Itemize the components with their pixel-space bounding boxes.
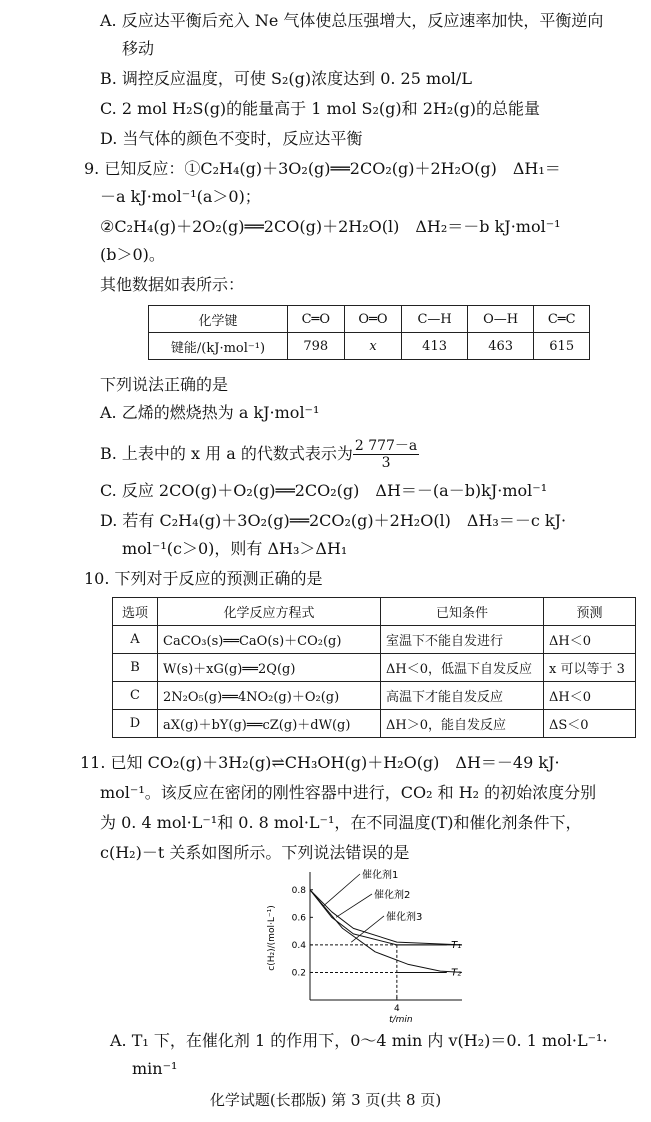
x-axis-title: t/min bbox=[389, 1015, 413, 1025]
q9-line5: 其他数据如表所示： bbox=[100, 275, 245, 294]
q11-line2: mol⁻¹。该反应在密闭的刚性容器中进行，CO₂ 和 H₂ 的初始浓度分别 bbox=[100, 783, 597, 802]
table-row bbox=[113, 710, 636, 738]
curve-3 bbox=[310, 890, 462, 973]
table-cell: ΔH＜0 bbox=[544, 682, 636, 710]
table-cell: 键能/(kJ·mol⁻¹) bbox=[149, 333, 288, 360]
q10-stem: 10. 下列对于反应的预测正确的是 bbox=[84, 569, 323, 588]
table-cell: 798 bbox=[288, 333, 345, 360]
table-cell: 615 bbox=[534, 333, 590, 360]
fraction-numerator: 2 777－a bbox=[354, 438, 418, 454]
table-cell: O—H bbox=[467, 306, 534, 333]
table-cell: C—H bbox=[402, 306, 468, 333]
y-tick-label: 0.8 bbox=[291, 885, 306, 896]
chart-curves bbox=[310, 890, 462, 973]
q9-option-b-text: B. 上表中的 x 用 a 的代数式表示为 bbox=[100, 444, 353, 463]
table-cell: W(s)＋xG(g)══2Q(g) bbox=[158, 654, 381, 682]
table-cell: O═O bbox=[344, 306, 402, 333]
table-cell: ΔH＜0 bbox=[544, 626, 636, 654]
reaction-table bbox=[112, 597, 636, 738]
y-tick-label: 0.2 bbox=[291, 968, 306, 979]
q9-option-d-line1: D. 若有 C₂H₄(g)＋3O₂(g)══2CO₂(g)＋2H₂O(l) ΔH₃＝－c kJ· bbox=[100, 511, 567, 530]
q11-option-a-line2: min⁻¹ bbox=[132, 1059, 178, 1078]
table-cell: 2N₂O₅(g)══4NO₂(g)＋O₂(g) bbox=[158, 682, 381, 710]
series-leader-line bbox=[323, 874, 360, 906]
table-cell: 高温下才能自发反应 bbox=[381, 682, 544, 710]
table-cell: ΔH＜0，低温下自发反应 bbox=[381, 654, 544, 682]
y-axis-title: c(H₂)/(mol·L⁻¹) bbox=[267, 905, 277, 971]
table-row bbox=[113, 654, 636, 682]
q9-option-b bbox=[100, 436, 419, 472]
table-row bbox=[149, 333, 590, 360]
concentration-time-chart bbox=[262, 868, 472, 1025]
q9-option-c: C. 反应 2CO(g)＋O₂(g)══2CO₂(g) ΔH＝－(a－b)kJ·mol⁻¹ bbox=[100, 481, 548, 500]
table-cell: A bbox=[113, 626, 158, 654]
q11-line4: c(H₂)－t 关系如图所示。下列说法错误的是 bbox=[100, 843, 410, 862]
bond-energy-table bbox=[148, 305, 590, 360]
table-cell: 已知条件 bbox=[381, 598, 544, 626]
table-row bbox=[113, 682, 636, 710]
table-cell: B bbox=[113, 654, 158, 682]
table-cell: C bbox=[113, 682, 158, 710]
q9-line2: －a kJ·mol⁻¹(a＞0)； bbox=[100, 187, 261, 206]
y-tick-label: 0.6 bbox=[291, 913, 306, 924]
table-cell: 室温下不能自发进行 bbox=[381, 626, 544, 654]
table-cell: C═O bbox=[288, 306, 345, 333]
table-cell: x bbox=[344, 333, 402, 360]
chart-labels bbox=[267, 868, 461, 1025]
table-cell: 选项 bbox=[113, 598, 158, 626]
table-cell: 化学键 bbox=[149, 306, 288, 333]
q9-option-a: A. 乙烯的燃烧热为 a kJ·mol⁻¹ bbox=[100, 403, 320, 422]
q11-line1: 11. 已知 CO₂(g)＋3H₂(g)⇌CH₃OH(g)＋H₂O(g) ΔH＝－49 kJ· bbox=[80, 753, 560, 772]
table-row bbox=[113, 626, 636, 654]
q8-option-b: B. 调控反应温度，可使 S₂(g)浓度达到 0. 25 mol/L bbox=[100, 69, 472, 88]
table-cell: 化学反应方程式 bbox=[158, 598, 381, 626]
q8-option-a-line1: A. 反应达平衡后充入 Ne 气体使总压强增大，反应速率加快，平衡逆向 bbox=[100, 11, 604, 30]
table-cell: 预测 bbox=[544, 598, 636, 626]
table-cell: 413 bbox=[402, 333, 468, 360]
table-cell: x 可以等于 3 bbox=[544, 654, 636, 682]
q8-option-c: C. 2 mol H₂S(g)的能量高于 1 mol S₂(g)和 2H₂(g)的总能量 bbox=[100, 99, 540, 118]
table-cell: C═C bbox=[534, 306, 590, 333]
table-cell: ΔH＞0，能自发反应 bbox=[381, 710, 544, 738]
fraction bbox=[353, 438, 419, 471]
table-cell: aX(g)＋bY(g)══cZ(g)＋dW(g) bbox=[158, 710, 381, 738]
table-header-row bbox=[149, 306, 590, 333]
q9-line3: ②C₂H₄(g)＋2O₂(g)══2CO(g)＋2H₂O(l) ΔH₂＝－b kJ·mol⁻¹ bbox=[100, 217, 561, 236]
table-cell: 463 bbox=[467, 333, 534, 360]
y-tick-label: 0.4 bbox=[291, 940, 306, 951]
series-leader-line bbox=[336, 894, 372, 917]
q8-option-d: D. 当气体的颜色不变时，反应达平衡 bbox=[100, 129, 363, 148]
level-label: T₂ bbox=[451, 967, 462, 979]
q9-option-d-line2: mol⁻¹(c＞0)，则有 ΔH₃＞ΔH₁ bbox=[122, 539, 348, 558]
q11-option-a-line1: A. T₁ 下，在催化剂 1 的作用下，0～4 min 内 v(H₂)＝0. 1 mol·L⁻¹· bbox=[110, 1031, 608, 1050]
q11-line3: 为 0. 4 mol·L⁻¹和 0. 8 mol·L⁻¹，在不同温度(T)和催化剂条件下， bbox=[100, 813, 582, 832]
table-header-row bbox=[113, 598, 636, 626]
series-label: 催化剂3 bbox=[386, 912, 423, 923]
level-label: T₁ bbox=[451, 939, 462, 951]
fraction-denominator: 3 bbox=[381, 455, 391, 471]
q9-stem: 下列说法正确的是 bbox=[100, 375, 229, 394]
table-cell: ΔS＜0 bbox=[544, 710, 636, 738]
q8-option-a-line2: 移动 bbox=[122, 39, 155, 58]
series-label: 催化剂1 bbox=[362, 870, 399, 881]
series-label: 催化剂2 bbox=[374, 890, 411, 901]
q9-line4: (b＞0)。 bbox=[100, 245, 165, 264]
x-tick-label: 4 bbox=[393, 1004, 400, 1014]
table-cell: CaCO₃(s)══CaO(s)＋CO₂(g) bbox=[158, 626, 381, 654]
page-footer: 化学试题(长郡版) 第 3 页(共 8 页) bbox=[209, 1091, 442, 1109]
table-cell: D bbox=[113, 710, 158, 738]
q9-line1: 9. 已知反应：①C₂H₄(g)＋3O₂(g)══2CO₂(g)＋2H₂O(g) ΔH₁＝ bbox=[84, 159, 561, 178]
